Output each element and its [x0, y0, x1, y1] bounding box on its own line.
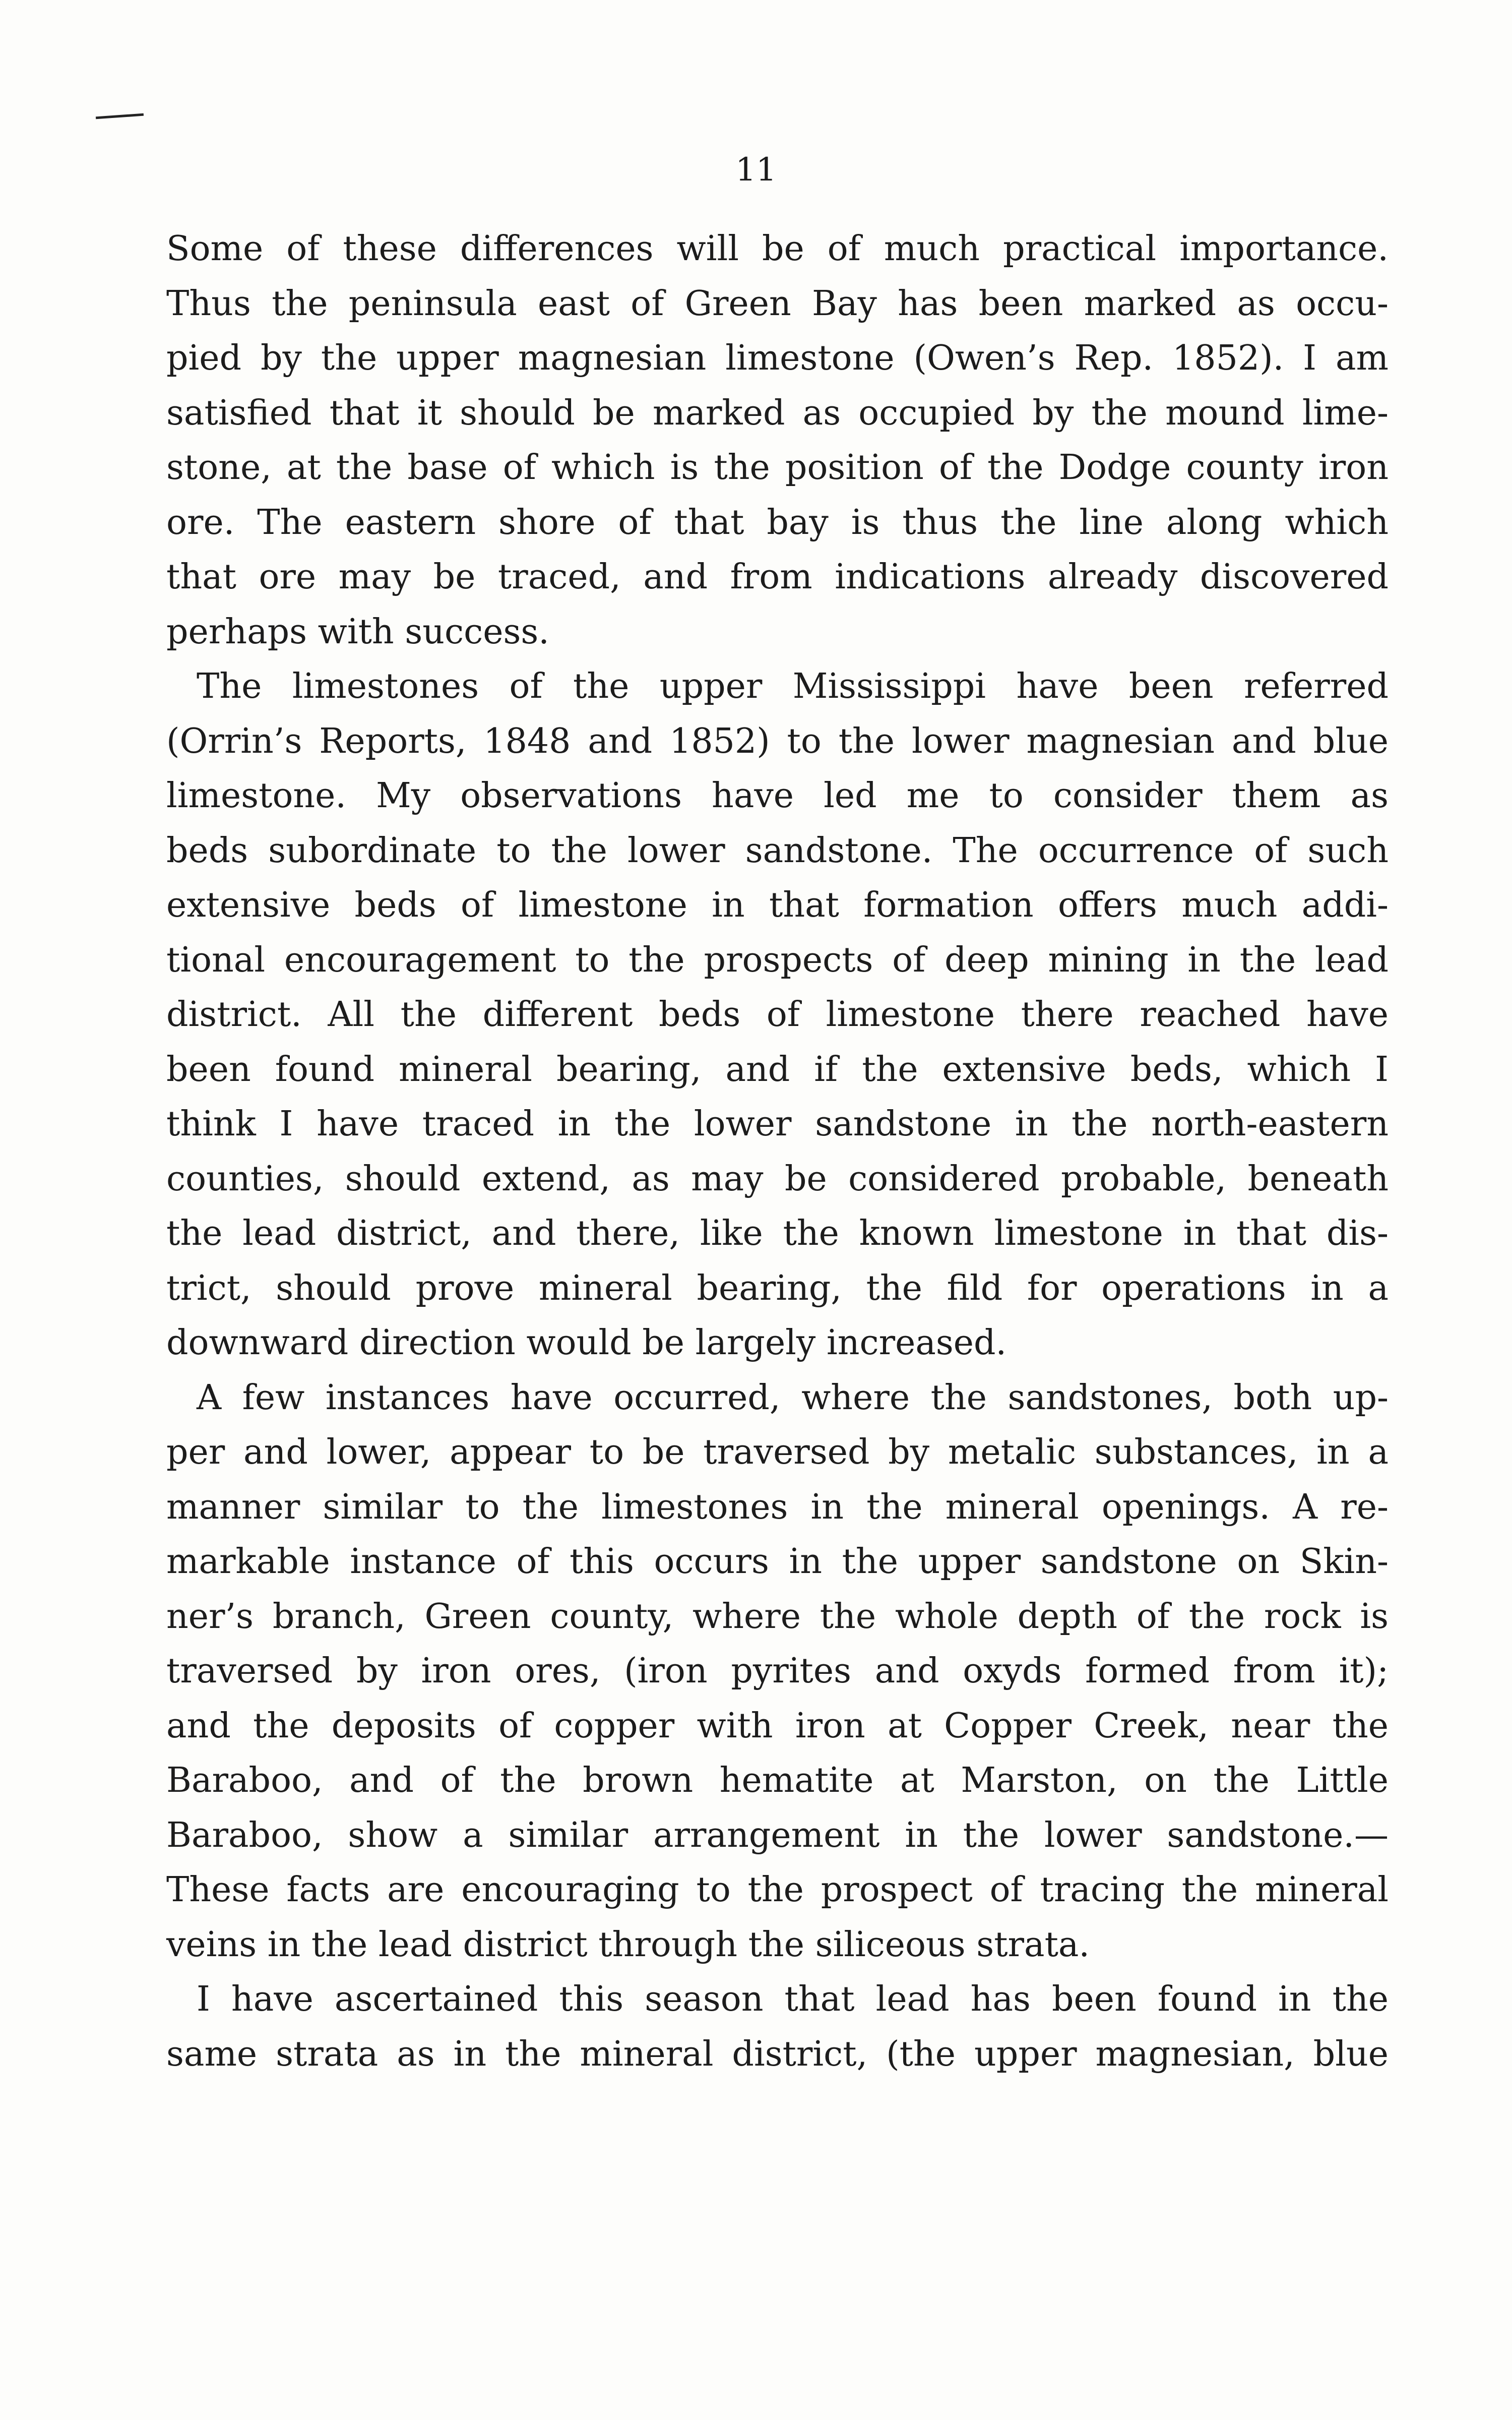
text-line: ner’s branch, Green county, where the whole depth of the rock is — [166, 1596, 1389, 1637]
text-line: district. All the different beds of limestone there reached have — [166, 995, 1389, 1035]
text-line: A few instances have occurred, where the sandstones, both up- — [197, 1377, 1389, 1418]
text-line: trict, should prove mineral bearing, the fild for operations in a — [166, 1268, 1389, 1308]
text-line: think I have traced in the lower sandstone in the north-eastern — [166, 1104, 1389, 1144]
text-line: beds subordinate to the lower sandstone. The occurrence of such — [166, 830, 1389, 871]
text-line: downward direction would be largely increased. — [166, 1323, 1007, 1363]
text-line: counties, should extend, as may be considered probable, beneath — [166, 1159, 1389, 1199]
text-line: stone, at the base of which is the position of the Dodge county iron — [166, 448, 1389, 488]
text-line: Some of these differences will be of much practical importance. — [166, 229, 1389, 269]
text-line: The limestones of the upper Mississippi have been referred — [197, 667, 1389, 706]
text-line: perhaps with success. — [166, 612, 549, 652]
text-line: markable instance of this occurs in the upper sandstone on Skin- — [166, 1542, 1389, 1582]
text-line: manner similar to the limestones in the mineral openings. A re- — [166, 1487, 1389, 1527]
text-line: that ore may be traced, and from indications already discovered — [166, 557, 1389, 597]
text-line: veins in the lead district through the siliceous strata. — [166, 1924, 1090, 1965]
text-line: same strata as in the mineral district, (the upper magnesian, blue — [166, 2034, 1389, 2074]
text-line: These facts are encouraging to the prospect of tracing the mineral — [166, 1870, 1389, 1910]
paragraph — [166, 1371, 1389, 1973]
page-number: 11 — [735, 151, 777, 189]
body-text — [166, 222, 1389, 2082]
paragraph — [166, 222, 1389, 659]
text-line: tional encouragement to the prospects of deep mining in the lead — [166, 940, 1389, 980]
text-line: traversed by iron ores, (iron pyrites and oxyds formed from it); — [166, 1651, 1389, 1691]
paragraph — [166, 1972, 1389, 2082]
text-line: satisfied that it should be marked as occupied by the mound lime- — [166, 393, 1389, 433]
text-line: per and lower, appear to be traversed by metalic substances, in a — [166, 1432, 1389, 1472]
text-line: Baraboo, show a similar arrangement in the lower sandstone.— — [166, 1815, 1389, 1855]
text-line: been found mineral bearing, and if the extensive beds, which I — [166, 1049, 1389, 1090]
margin-ink-mark — [96, 113, 144, 119]
text-line: ore. The eastern shore of that bay is thus the line along which — [166, 502, 1389, 542]
text-line: limestone. My observations have led me to consider them as — [166, 776, 1389, 816]
text-line: pied by the upper magnesian limestone (Owen’s Rep. 1852). I am — [166, 338, 1389, 378]
text-line: and the deposits of copper with iron at Copper Creek, near the — [166, 1706, 1389, 1746]
text-line: (Orrin’s Reports, 1848 and 1852) to the lower magnesian and blue — [166, 721, 1389, 761]
text-line: the lead district, and there, like the known limestone in that dis- — [166, 1214, 1389, 1253]
text-line: extensive beds of limestone in that formation offers much addi- — [166, 885, 1389, 925]
text-line: I have ascertained this season that lead has been found in the — [197, 1979, 1389, 2019]
text-line: Baraboo, and of the brown hematite at Marston, on the Little — [166, 1761, 1389, 1800]
paragraph — [166, 659, 1389, 1371]
text-line: Thus the peninsula east of Green Bay has been marked as occu- — [166, 283, 1389, 324]
